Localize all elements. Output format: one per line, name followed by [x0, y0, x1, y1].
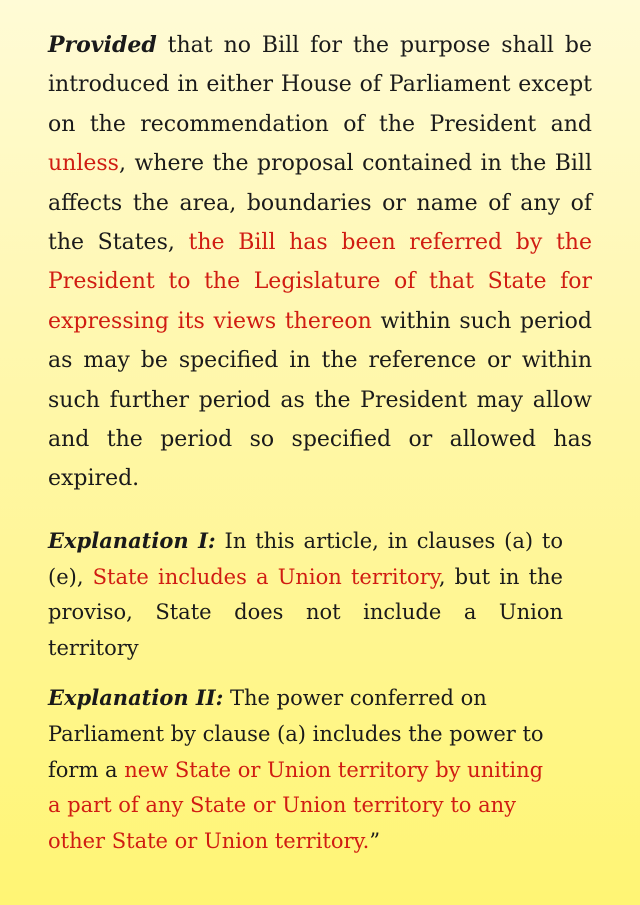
- proviso-paragraph: [48, 26, 592, 499]
- explanation-1-text-2: , but in the proviso, State does not include a Union territory: [48, 564, 563, 661]
- explanation-1-text-1: In this article, in clauses (a) to (e),: [48, 528, 563, 589]
- explanation-2-closing-quote: ”: [369, 829, 381, 854]
- proviso-text-2: , where the proposal contained in the Bill affects the area, boundaries or name of any of the States,: [48, 151, 592, 256]
- proviso-highlight-referral: the Bill has been referred by the President to the Legislature of that State for expressing its views thereon: [48, 230, 592, 334]
- explanation-1-lead: Explanation I:: [48, 527, 216, 553]
- explanation-2-paragraph: [48, 680, 553, 860]
- explanation-2-lead: Explanation II:: [48, 685, 224, 711]
- proviso-text-3: within such period as may be specified in the reference or within such further period as the President may allow and the period so specified or allowed has expired.: [48, 308, 592, 492]
- proviso-highlight-unless: unless: [48, 151, 119, 177]
- proviso-text-1: that no Bill for the purpose shall be introduced in either House of Parliament except on the recommendation of the President and: [48, 33, 592, 137]
- document-page: [48, 26, 592, 860]
- explanation-2-text-1: The power conferred on Parliament by clause (a) includes the power to form a: [48, 686, 544, 782]
- explanation-1-paragraph: [48, 523, 563, 667]
- explanation-1-highlight: State includes a Union territory: [92, 564, 439, 589]
- proviso-lead: Provided: [48, 32, 157, 58]
- explanation-2-highlight: new State or Union territory by uniting a part of any State or Union territory to any other State or Union territory.: [48, 757, 544, 854]
